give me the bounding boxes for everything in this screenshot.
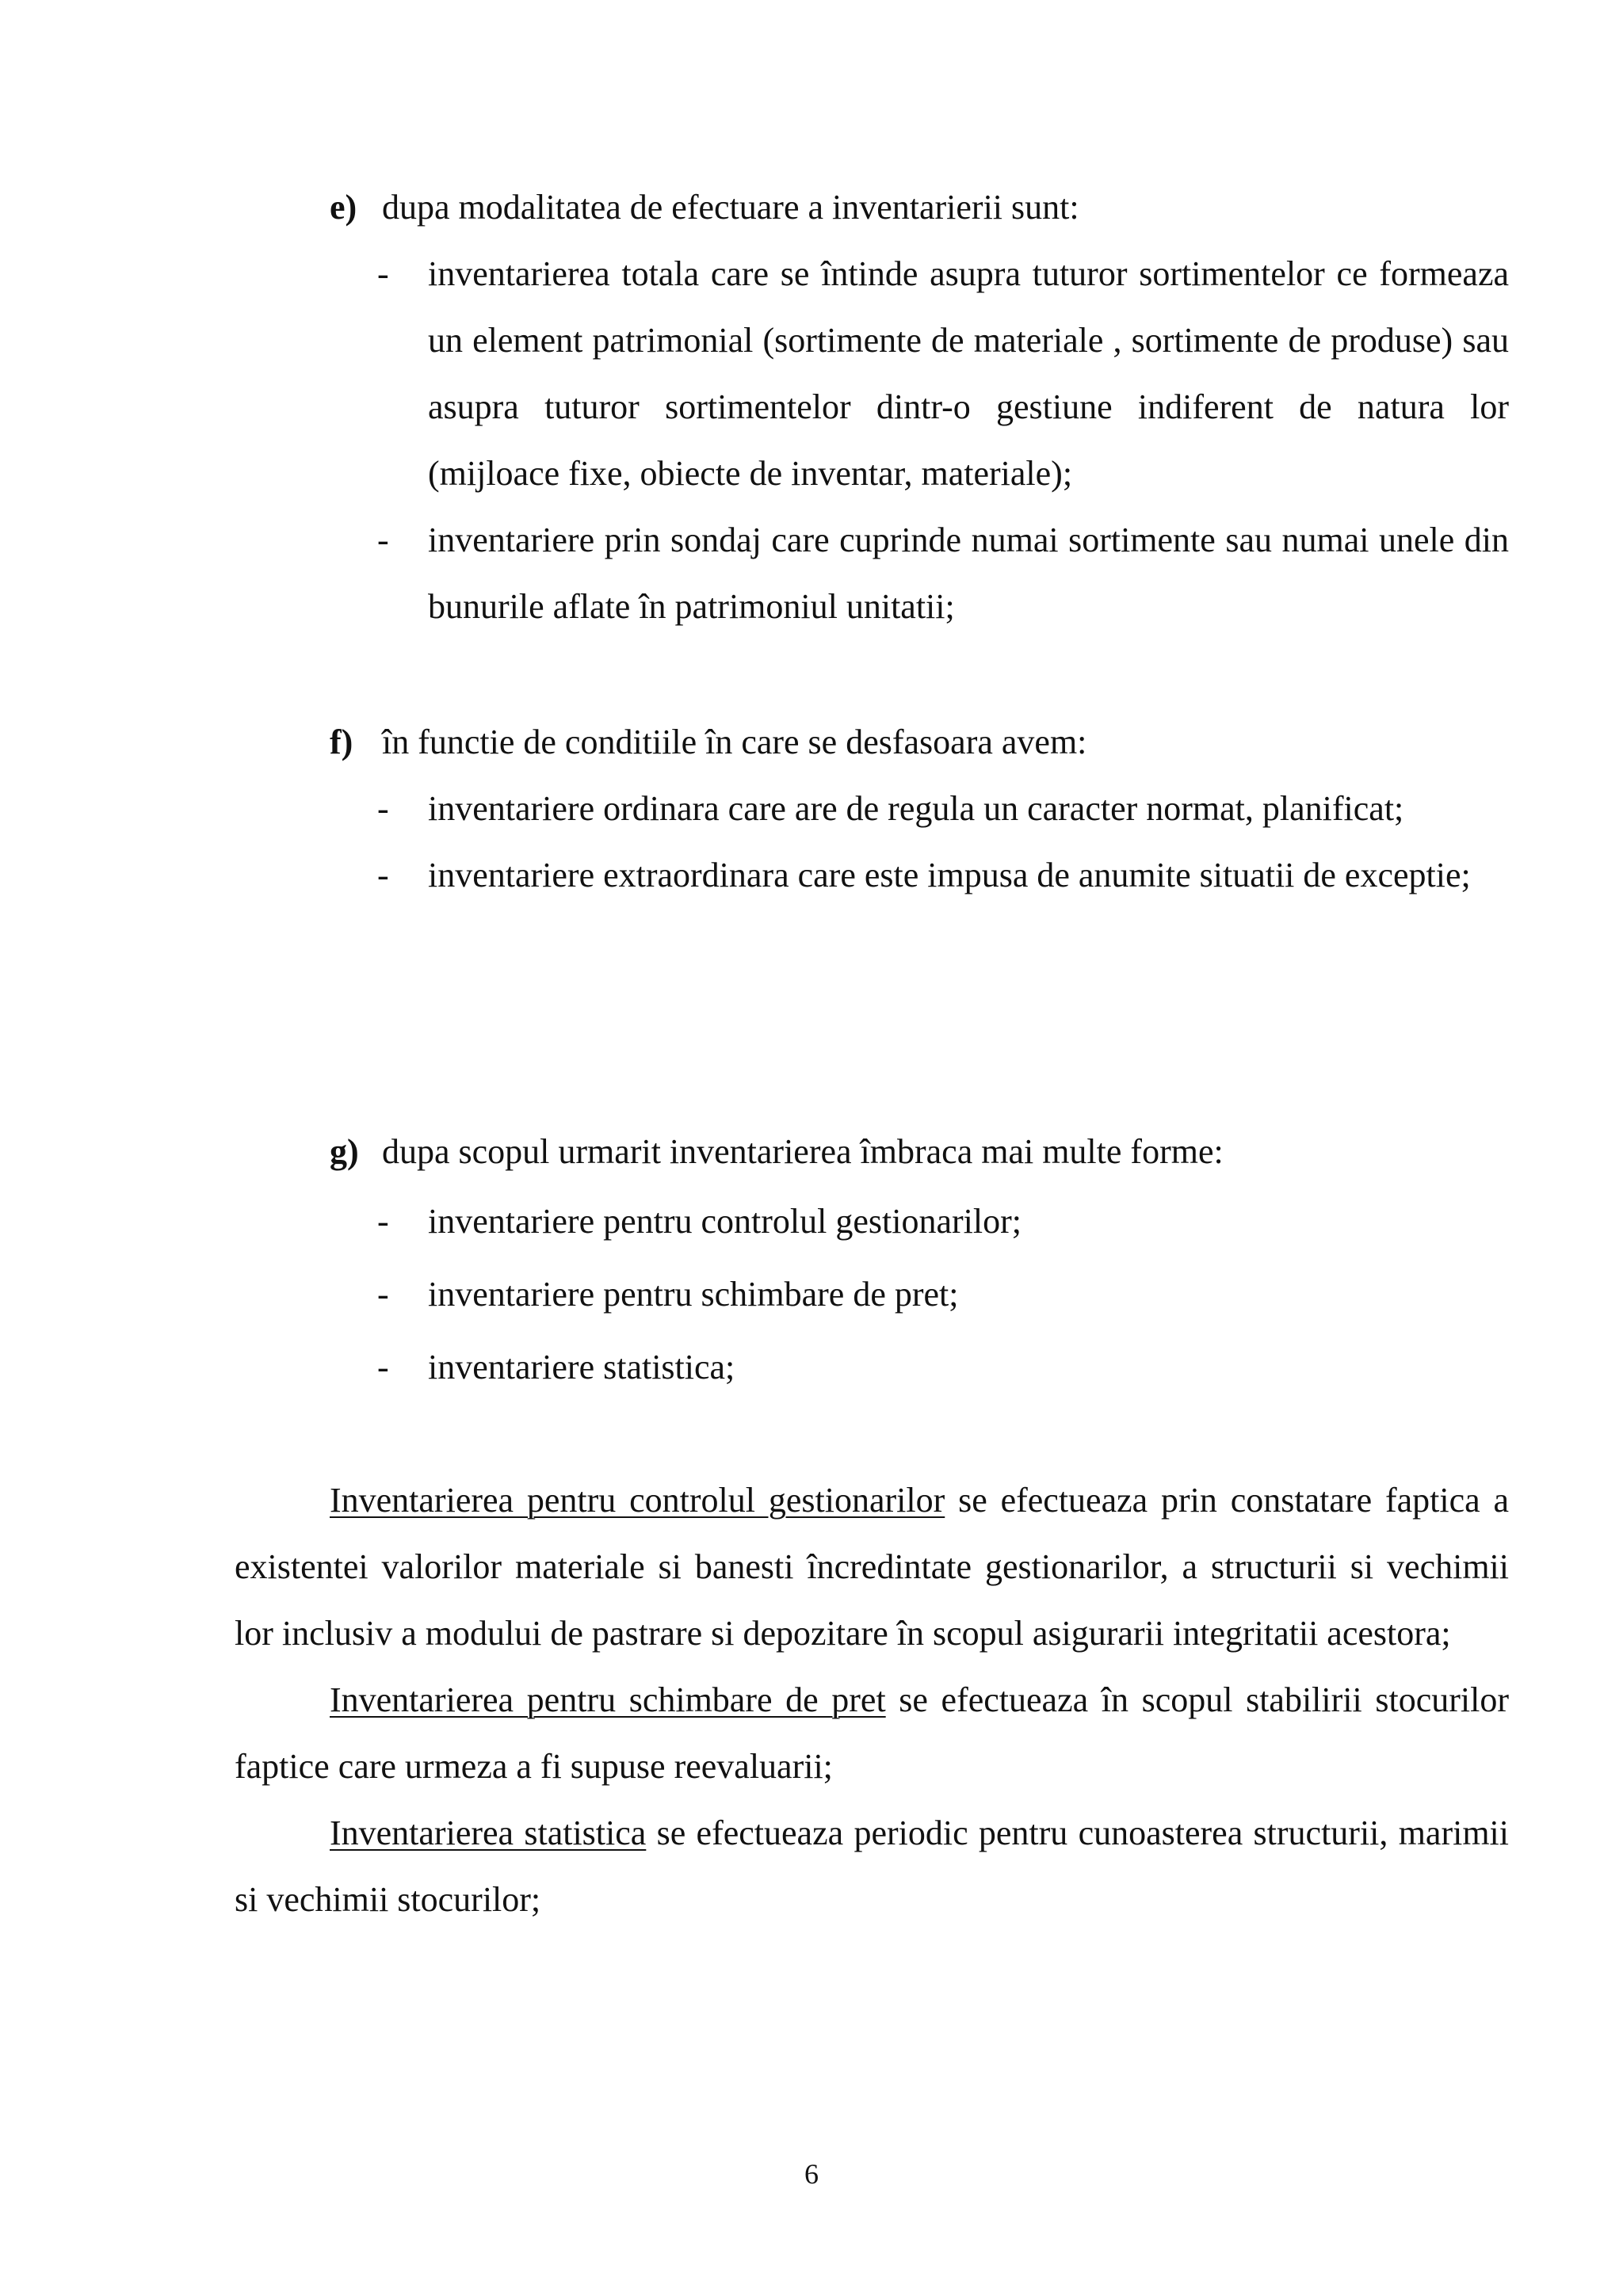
definition-text: se efectueaza periodic pentru cunoasterea structurii, marimii si vechimii stocurilor; [235, 1814, 1509, 1919]
definition-paragraph [235, 1800, 1509, 1933]
list-item-text: inventariere pentru controlul gestionarilor; [428, 1202, 1022, 1241]
section-heading-text: în functie de conditiile în care se desfasoara avem: [382, 723, 1087, 761]
list-item-text: inventariere ordinara care are de regula un caracter normat, planificat; [428, 789, 1404, 828]
list-item [235, 1331, 1509, 1404]
list-item [235, 507, 1509, 640]
list-item [235, 241, 1509, 507]
list-item [235, 842, 1509, 909]
section-letter: e) [330, 188, 357, 227]
definition-term: Inventarierea pentru controlul gestionarilor [330, 1481, 945, 1520]
section-letter: f) [330, 723, 353, 761]
list-item-text: inventariere statistica; [428, 1348, 735, 1386]
list-dash: - [377, 521, 389, 559]
section-e [235, 174, 1509, 640]
definition-paragraph [235, 1667, 1509, 1800]
list-item [235, 776, 1509, 842]
list-item-text: inventariere extraordinara care este impusa de anumite situatii de exceptie; [428, 856, 1471, 894]
list-item [235, 1258, 1509, 1331]
definition-text: se efectueaza prin constatare faptica a existentei valorilor materiale si banesti încredintate gestionarilor, a structurii si vechimii lor inclusiv a modului de pastrare si depozitare în scopul asigurarii integritatii acestora; [235, 1481, 1510, 1653]
section-heading-text: dupa modalitatea de efectuare a inventarierii sunt: [382, 188, 1079, 227]
section-heading-text: dupa scopul urmarit inventarierea îmbraca mai multe forme: [382, 1132, 1224, 1171]
section-heading [235, 1119, 1509, 1185]
list-dash: - [377, 789, 389, 828]
list-item [235, 1185, 1509, 1258]
list-dash: - [377, 1348, 389, 1386]
section-g [235, 1119, 1509, 1404]
page-number: 6 [804, 2158, 819, 2190]
list-item-text: inventariere prin sondaj care cuprinde numai sortimente sau numai unele din bunurile aflate în patrimoniul unitatii; [428, 521, 1509, 626]
definition-term: Inventarierea pentru schimbare de pret [330, 1680, 886, 1719]
section-heading [235, 174, 1509, 241]
definition-term: Inventarierea statistica [330, 1814, 647, 1852]
list-item-text: inventarierea totala care se întinde asupra tuturor sortimentelor ce formeaza un element patrimonial (sortimente de materiale , sortimente de produse) sau asupra tuturor sortimentelor dintr-o gestiune indiferent de natura lor (mijloace fixe, obiecte de inventar, materiale); [428, 254, 1509, 493]
section-f [235, 709, 1509, 909]
list-dash: - [377, 1275, 389, 1314]
list-dash: - [377, 254, 389, 293]
definition-text: se efectueaza în scopul stabilirii stocurilor faptice care urmeza a fi supuse reevaluarii; [235, 1680, 1509, 1786]
definitions [235, 1467, 1509, 1933]
section-letter: g) [330, 1132, 359, 1171]
definition-paragraph [235, 1467, 1509, 1667]
list-dash: - [377, 1202, 389, 1241]
list-item-text: inventariere pentru schimbare de pret; [428, 1275, 959, 1314]
list-dash: - [377, 856, 389, 894]
section-heading [235, 709, 1509, 776]
